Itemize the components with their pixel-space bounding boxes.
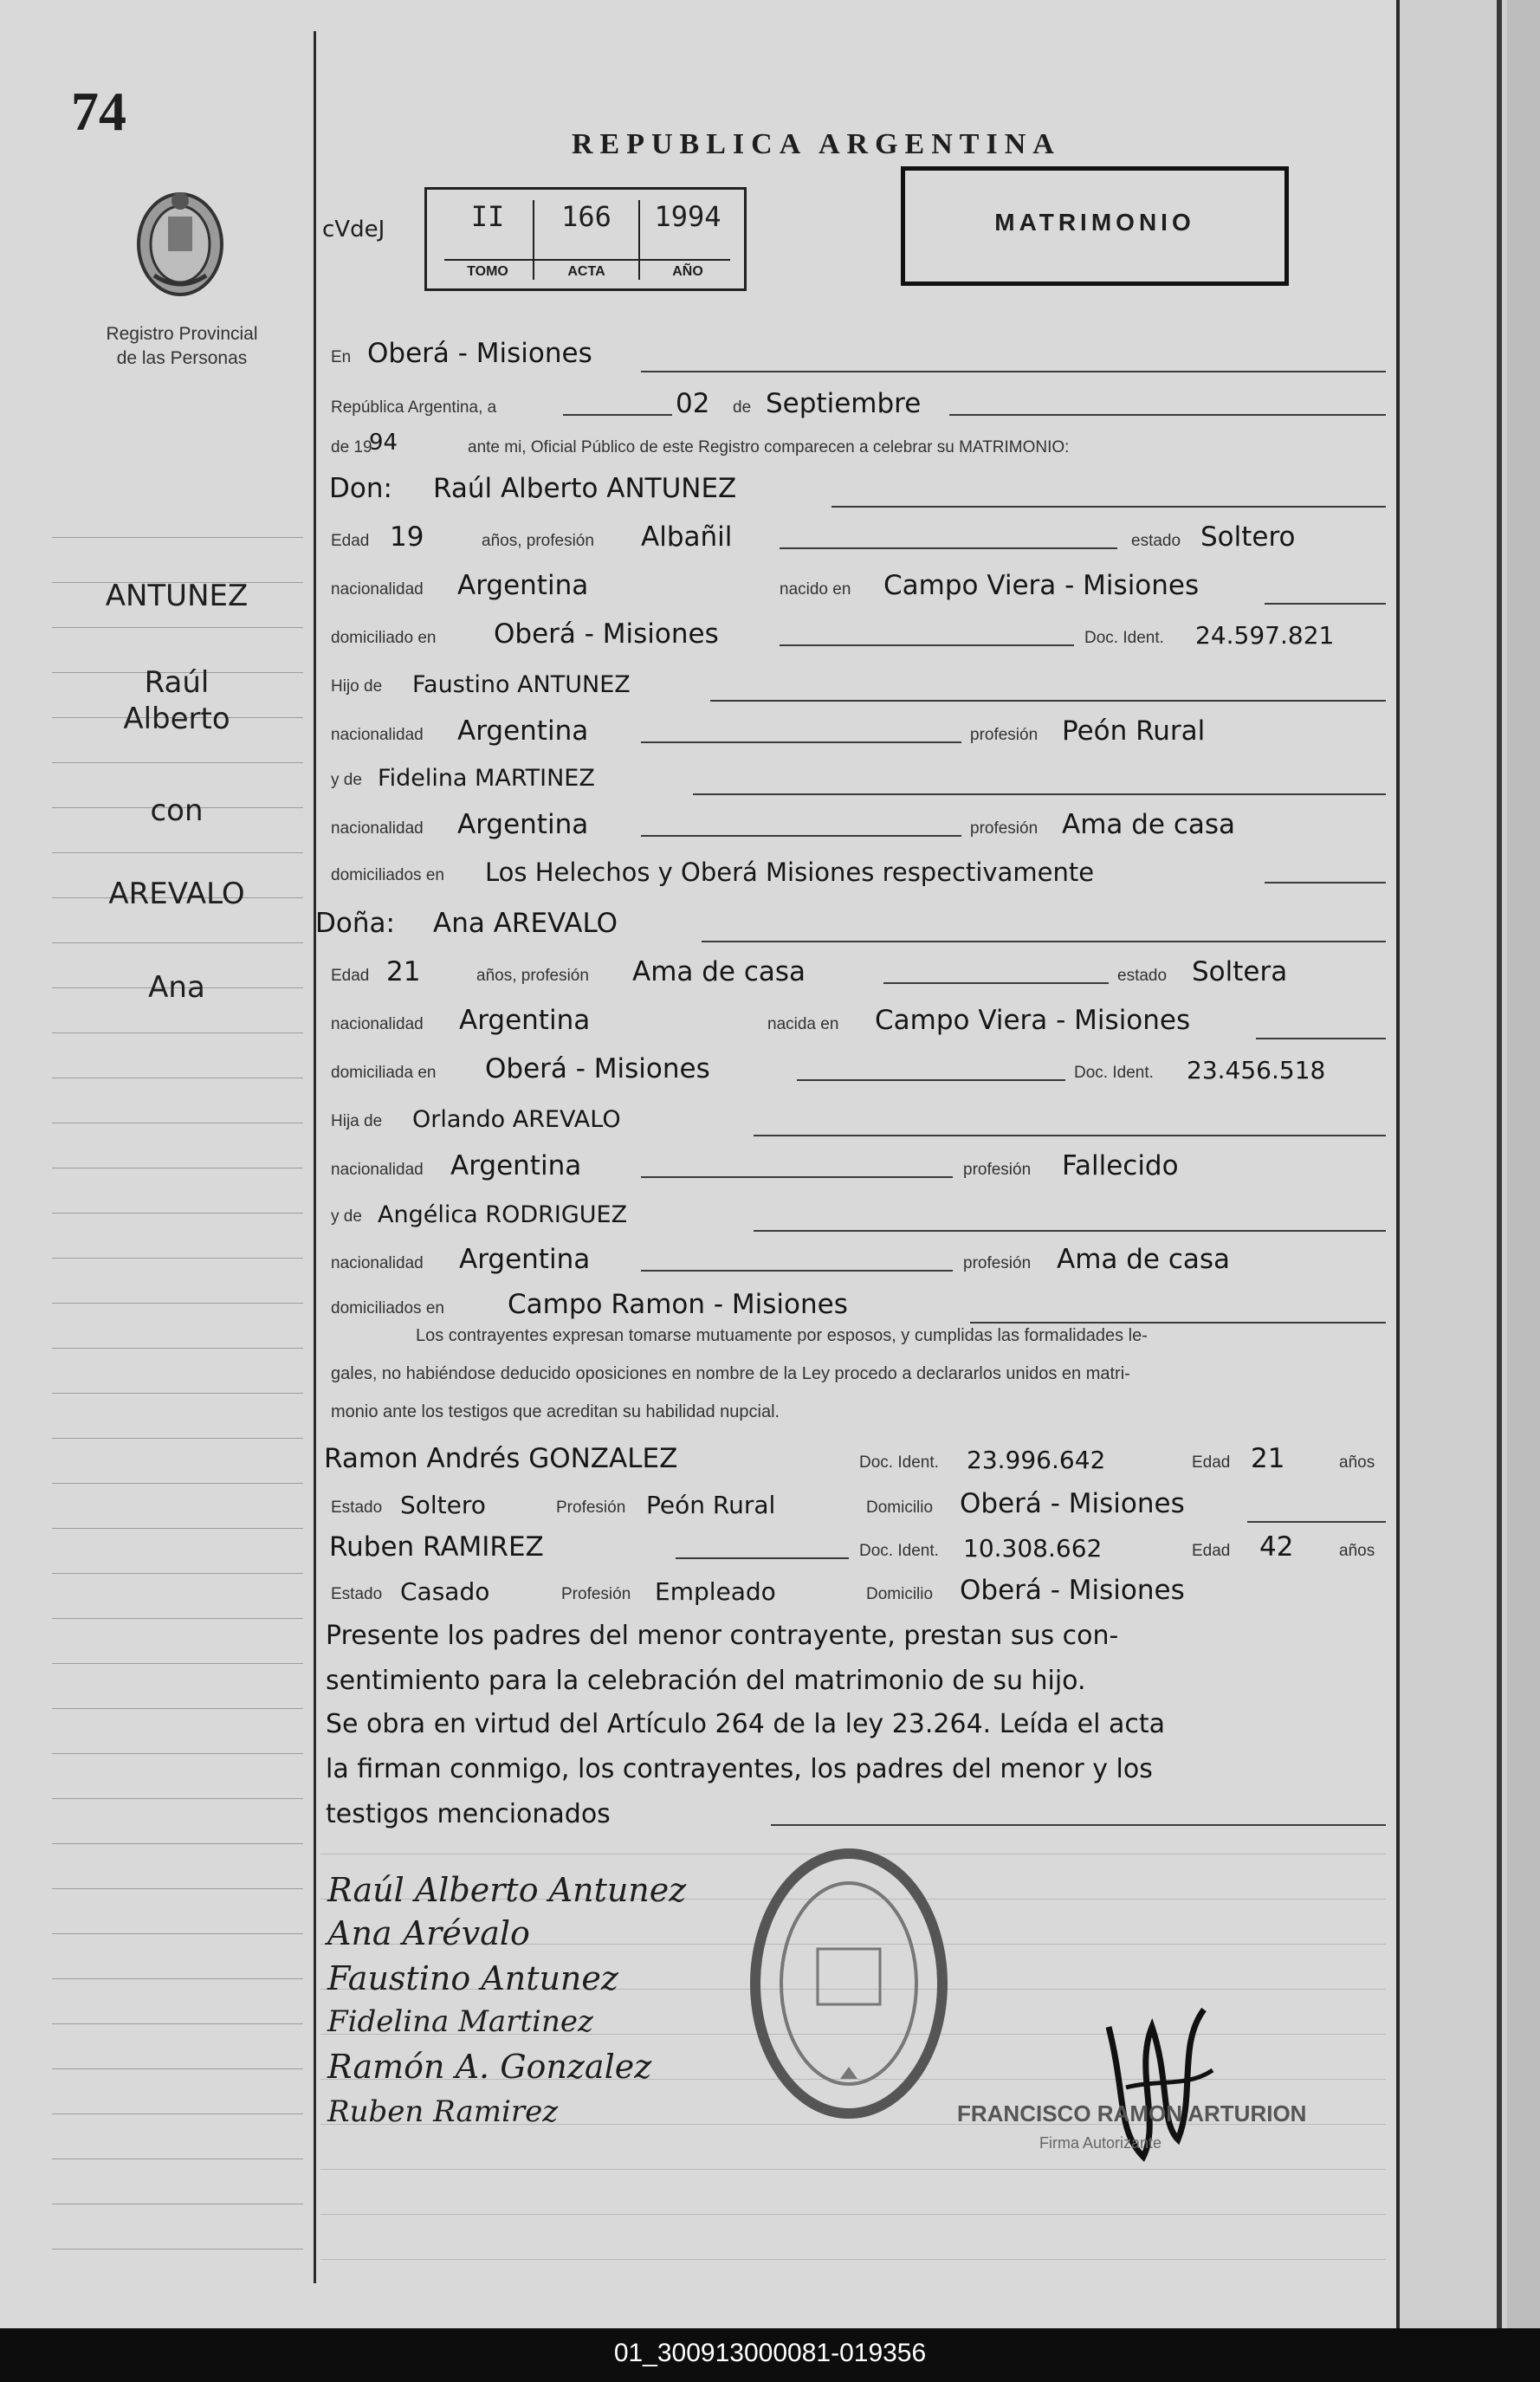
ledger-rule bbox=[320, 2169, 1386, 2170]
image-identifier: 01_300913000081-019356 bbox=[613, 2339, 927, 2367]
groom-father-detail-row bbox=[329, 707, 1386, 755]
year-row bbox=[329, 419, 1386, 468]
groom-mother-nationality: Argentina bbox=[457, 809, 589, 840]
fill-line bbox=[563, 414, 672, 416]
witness-1-residence: Oberá - Misiones bbox=[960, 1488, 1185, 1519]
ledger-rule bbox=[52, 2023, 303, 2024]
groom-name-row bbox=[329, 464, 1386, 513]
label-domicilio: Domicilio bbox=[866, 1498, 934, 1517]
bride-father: Orlando AREVALO bbox=[412, 1106, 621, 1133]
label-estado: Estado bbox=[331, 1498, 383, 1517]
bride-father-nationality: Argentina bbox=[450, 1150, 582, 1181]
margin-bride-surname: AREVALO bbox=[108, 877, 245, 911]
month-value: Septiembre bbox=[766, 388, 922, 419]
label-edad: Edad bbox=[1192, 1542, 1231, 1560]
witness-2-age: 42 bbox=[1259, 1531, 1294, 1563]
ano-value: 1994 bbox=[654, 200, 721, 233]
label-de: de bbox=[733, 398, 752, 417]
bride-father-profession: Fallecido bbox=[1062, 1150, 1179, 1181]
ledger-rule bbox=[52, 942, 303, 943]
witness-2-row bbox=[329, 1523, 1386, 1571]
bride-residence-row bbox=[329, 1045, 1386, 1093]
fill-line bbox=[641, 1176, 953, 1178]
groom-status: Soltero bbox=[1200, 521, 1296, 553]
groom-father: Faustino ANTUNEZ bbox=[412, 671, 631, 698]
right-column bbox=[1396, 0, 1511, 2328]
signature: Ana Arévalo bbox=[327, 1914, 530, 1952]
groom-age-row bbox=[329, 513, 1386, 561]
fill-line bbox=[771, 1824, 1386, 1826]
bride-mother: Angélica RODRIGUEZ bbox=[378, 1201, 628, 1228]
ano-label: AÑO bbox=[672, 264, 703, 279]
label-domiciliados: domiciliados en bbox=[331, 1299, 444, 1317]
note-row bbox=[326, 1699, 1386, 1748]
note-line: sentimiento para la celebración del matrimonio de su hijo. bbox=[326, 1666, 1086, 1696]
acta-value: 166 bbox=[561, 200, 611, 233]
groom-residence: Oberá - Misiones bbox=[494, 618, 719, 650]
declaration-line: monio ante los testigos que acreditan su habilidad nupcial. bbox=[331, 1402, 780, 1421]
bride-status: Soltera bbox=[1192, 956, 1288, 987]
witness-1-name: Ramon Andrés GONZALEZ bbox=[324, 1443, 678, 1474]
ledger-rule bbox=[52, 1483, 303, 1484]
witness-2-status: Casado bbox=[400, 1577, 490, 1606]
bride-name-row bbox=[315, 899, 1386, 948]
country-heading: REPUBLICA ARGENTINA bbox=[572, 128, 1061, 160]
intro-text: ante mi, Oficial Público de este Registro comparecen a celebrar su MATRIMONIO: bbox=[468, 438, 1070, 456]
ledger-rule bbox=[52, 1258, 303, 1259]
note-row bbox=[326, 1744, 1386, 1793]
folio-number: 74 bbox=[71, 81, 126, 142]
coat-of-arms-icon bbox=[128, 182, 232, 303]
acta-label: ACTA bbox=[567, 264, 605, 279]
divider bbox=[444, 259, 730, 261]
groom-mother-profession: Ama de casa bbox=[1062, 809, 1236, 840]
label-edad: Edad bbox=[1192, 1453, 1231, 1472]
ledger-rule bbox=[52, 1393, 303, 1394]
witness-2-residence: Oberá - Misiones bbox=[960, 1575, 1185, 1606]
label-profesion: años, profesión bbox=[482, 532, 594, 550]
fill-line bbox=[797, 1079, 1065, 1081]
divider bbox=[533, 200, 534, 280]
margin-rule bbox=[314, 31, 316, 2283]
label-profesion: Profesión bbox=[561, 1585, 631, 1603]
label-nacionalidad: nacionalidad bbox=[331, 726, 424, 744]
label-domiciliado: domiciliado en bbox=[331, 629, 437, 647]
label-edad: Edad bbox=[331, 967, 370, 985]
witness-2-name: Ruben RAMIREZ bbox=[329, 1531, 544, 1563]
groom-profession: Albañil bbox=[641, 521, 733, 553]
declaration-text bbox=[329, 1317, 1386, 1447]
label-estado: Estado bbox=[331, 1585, 383, 1603]
registry-line-2: de las Personas bbox=[116, 348, 248, 368]
signature: Faustino Antunez bbox=[327, 1959, 618, 1997]
fill-line bbox=[949, 414, 1386, 416]
label-nacionalidad: nacionalidad bbox=[331, 819, 424, 838]
place-value: Oberá - Misiones bbox=[367, 338, 592, 369]
fill-line bbox=[883, 982, 1109, 984]
note-row bbox=[326, 1611, 1386, 1660]
signature: Ruben Ramirez bbox=[327, 2094, 559, 2129]
witness-1-profession: Peón Rural bbox=[646, 1491, 776, 1519]
label-republica: República Argentina, a bbox=[331, 398, 497, 417]
note-row bbox=[326, 1656, 1386, 1705]
year-value: 94 bbox=[369, 430, 398, 456]
fill-line bbox=[702, 941, 1386, 942]
label-profesion: profesión bbox=[970, 819, 1039, 838]
ledger-rule bbox=[52, 1032, 303, 1033]
signature: Fidelina Martinez bbox=[327, 2004, 593, 2039]
label-y-de: y de bbox=[331, 771, 362, 789]
ledger-rule bbox=[52, 1213, 303, 1214]
bride-age: 21 bbox=[386, 956, 421, 987]
bride-mother-detail-row bbox=[329, 1235, 1386, 1284]
groom-birthplace: Campo Viera - Misiones bbox=[883, 570, 1200, 601]
label-profesion: profesión bbox=[963, 1161, 1032, 1179]
fill-line bbox=[641, 1270, 953, 1272]
note-line: Se obra en virtud del Artículo 264 de la ley 23.264. Leída el acta bbox=[326, 1709, 1166, 1739]
groom-father-row bbox=[329, 658, 1386, 707]
groom-mother-detail-row bbox=[329, 800, 1386, 849]
ledger-rule bbox=[52, 1753, 303, 1754]
label-doc: Doc. Ident. bbox=[1084, 629, 1164, 647]
bride-parents-residence: Campo Ramon - Misiones bbox=[508, 1289, 848, 1320]
bride-mother-profession: Ama de casa bbox=[1057, 1244, 1231, 1275]
tomo-label: TOMO bbox=[467, 264, 508, 279]
witness-1-row bbox=[324, 1434, 1386, 1483]
groom-name: Raúl Alberto ANTUNEZ bbox=[433, 473, 737, 504]
ledger-rule bbox=[52, 1663, 303, 1664]
label-doc: Doc. Ident. bbox=[859, 1453, 939, 1472]
binding-edge bbox=[1497, 0, 1502, 2328]
groom-title: Don: bbox=[329, 473, 392, 504]
ledger-rule bbox=[52, 1528, 303, 1529]
ledger-rule bbox=[52, 1348, 303, 1349]
bride-mother-nationality: Argentina bbox=[459, 1244, 591, 1275]
label-estado: estado bbox=[1131, 532, 1181, 550]
bride-document: 23.456.518 bbox=[1187, 1056, 1326, 1084]
label-nacionalidad: nacionalidad bbox=[331, 580, 424, 599]
bride-father-row bbox=[329, 1093, 1386, 1142]
fill-line bbox=[754, 1135, 1386, 1136]
groom-mother-row bbox=[329, 752, 1386, 800]
signature: Ramón A. Gonzalez bbox=[327, 2048, 652, 2086]
label-hija-de: Hija de bbox=[331, 1112, 383, 1130]
ledger-rule bbox=[52, 1573, 303, 1574]
label-profesion: años, profesión bbox=[476, 967, 589, 985]
bride-birthplace: Campo Viera - Misiones bbox=[875, 1005, 1191, 1036]
groom-father-nationality: Argentina bbox=[457, 715, 589, 747]
fill-line bbox=[693, 793, 1386, 795]
label-anos: años bbox=[1339, 1542, 1375, 1560]
groom-age: 19 bbox=[390, 521, 424, 553]
ledger-rule bbox=[52, 1933, 303, 1934]
fill-line bbox=[641, 741, 961, 743]
fill-line bbox=[641, 371, 1386, 372]
label-y-de: y de bbox=[331, 1207, 362, 1226]
label-profesion: Profesión bbox=[556, 1498, 626, 1517]
groom-nationality: Argentina bbox=[457, 570, 589, 601]
label-anos: años bbox=[1339, 1453, 1375, 1472]
groom-residence-row bbox=[329, 610, 1386, 658]
ledger-rule bbox=[320, 2259, 1386, 2260]
witness-1-age: 21 bbox=[1251, 1443, 1285, 1474]
groom-document: 24.597.821 bbox=[1195, 621, 1335, 650]
bride-nationality: Argentina bbox=[459, 1005, 591, 1036]
ledger-rule bbox=[320, 2214, 1386, 2215]
record-type-box bbox=[901, 166, 1289, 286]
fill-line bbox=[1265, 882, 1386, 884]
label-doc: Doc. Ident. bbox=[1074, 1064, 1154, 1082]
label-edad: Edad bbox=[331, 532, 370, 550]
ledger-rule bbox=[52, 1438, 303, 1439]
margin-groom-surname: ANTUNEZ bbox=[105, 579, 249, 613]
note-row bbox=[326, 1790, 1386, 1838]
label-profesion: profesión bbox=[963, 1254, 1032, 1272]
ledger-rule bbox=[52, 1618, 303, 1619]
bride-name: Ana AREVALO bbox=[433, 908, 618, 939]
ledger-rule bbox=[52, 537, 303, 538]
official-seal-icon bbox=[745, 1845, 953, 2122]
record-type: MATRIMONIO bbox=[994, 209, 1195, 236]
bride-title: Doña: bbox=[315, 908, 395, 939]
bride-residence: Oberá - Misiones bbox=[485, 1053, 710, 1084]
margin-conjunction: con bbox=[150, 793, 204, 828]
label-domiciliados: domiciliados en bbox=[331, 866, 444, 884]
label-nacionalidad: nacionalidad bbox=[331, 1015, 424, 1033]
record-reference-box bbox=[424, 187, 747, 291]
witness-2-profession: Empleado bbox=[655, 1577, 776, 1606]
witness-1-document: 23.996.642 bbox=[967, 1446, 1106, 1474]
margin-bride-name: Ana bbox=[148, 970, 205, 1005]
label-nacido-en: nacido en bbox=[780, 580, 851, 599]
groom-father-profession: Peón Rural bbox=[1062, 715, 1206, 747]
margin-groom-name-2: Alberto bbox=[123, 702, 230, 736]
divider bbox=[638, 200, 640, 280]
registry-name bbox=[78, 322, 286, 371]
label-en: En bbox=[331, 348, 352, 366]
fill-line bbox=[780, 644, 1074, 646]
ledger-rule bbox=[52, 627, 303, 628]
official-name: FRANCISCO RAMON ARTURION bbox=[957, 2100, 1307, 2126]
label-hijo-de: Hijo de bbox=[331, 677, 383, 696]
official-role: Firma Autorizante bbox=[1039, 2134, 1162, 2152]
declaration-line: Los contrayentes expresan tomarse mutuamente por esposos, y cumplidas las formalidades le- bbox=[416, 1326, 1148, 1345]
bride-father-detail-row bbox=[329, 1142, 1386, 1190]
registry-line-1: Registro Provincial bbox=[106, 324, 258, 344]
next-page-edge bbox=[1507, 0, 1540, 2328]
ledger-rule bbox=[52, 2068, 303, 2069]
label-nacida-en: nacida en bbox=[767, 1015, 839, 1033]
label-nacionalidad: nacionalidad bbox=[331, 1161, 424, 1179]
day-value: 02 bbox=[676, 388, 710, 419]
label-domiciliada: domiciliada en bbox=[331, 1064, 437, 1082]
fill-line bbox=[676, 1557, 849, 1559]
witness-2-detail-row bbox=[329, 1566, 1386, 1615]
witness-1-detail-row bbox=[329, 1479, 1386, 1528]
place-row bbox=[329, 329, 1386, 378]
label-de-19: de 19 bbox=[331, 438, 372, 456]
note-line: la firman conmigo, los contrayentes, los padres del menor y los bbox=[326, 1754, 1153, 1784]
ledger-rule bbox=[52, 1888, 303, 1889]
label-nacionalidad: nacionalidad bbox=[331, 1254, 424, 1272]
signature: Raúl Alberto Antunez bbox=[327, 1871, 687, 1909]
fill-line bbox=[780, 547, 1117, 549]
groom-mother: Fidelina MARTINEZ bbox=[378, 765, 595, 792]
label-domicilio: Domicilio bbox=[866, 1585, 934, 1603]
witness-1-status: Soltero bbox=[400, 1491, 486, 1519]
tomo-value: II bbox=[470, 200, 505, 233]
ledger-rule bbox=[52, 852, 303, 853]
ledger-rule bbox=[52, 1798, 303, 1799]
bride-mother-row bbox=[329, 1188, 1386, 1237]
note-line: Presente los padres del menor contrayente, prestan sus con- bbox=[326, 1621, 1119, 1651]
ledger-rule bbox=[52, 2113, 303, 2114]
ledger-rule bbox=[52, 1303, 303, 1304]
fill-line bbox=[1265, 603, 1386, 605]
note-line: testigos mencionados bbox=[326, 1799, 611, 1829]
fill-line bbox=[754, 1230, 1386, 1232]
groom-nationality-row bbox=[329, 561, 1386, 610]
fill-line bbox=[1256, 1038, 1386, 1039]
fill-line bbox=[831, 506, 1386, 508]
label-doc: Doc. Ident. bbox=[859, 1542, 939, 1560]
bride-nationality-row bbox=[329, 996, 1386, 1045]
ledger-rule bbox=[52, 762, 303, 763]
ledger-rule bbox=[52, 1843, 303, 1844]
fill-line bbox=[710, 700, 1386, 702]
declaration-line: gales, no habiéndose deducido oposiciones en nombre de la Ley procedo a declararlos unidos en matri- bbox=[331, 1364, 1130, 1383]
record-prefix: cVdeJ bbox=[322, 217, 385, 243]
ledger-rule bbox=[52, 1708, 303, 1709]
bride-profession: Ama de casa bbox=[632, 956, 806, 987]
fill-line bbox=[641, 835, 961, 837]
groom-parents-residence-row bbox=[329, 847, 1386, 896]
ledger-rule bbox=[52, 1978, 303, 1979]
label-estado: estado bbox=[1117, 967, 1168, 985]
margin-groom-name-1: Raúl bbox=[144, 665, 210, 700]
bride-age-row bbox=[329, 948, 1386, 996]
groom-parents-residence: Los Helechos y Oberá Misiones respectivamente bbox=[485, 858, 1095, 887]
label-profesion: profesión bbox=[970, 726, 1039, 744]
witness-2-document: 10.308.662 bbox=[963, 1534, 1103, 1563]
